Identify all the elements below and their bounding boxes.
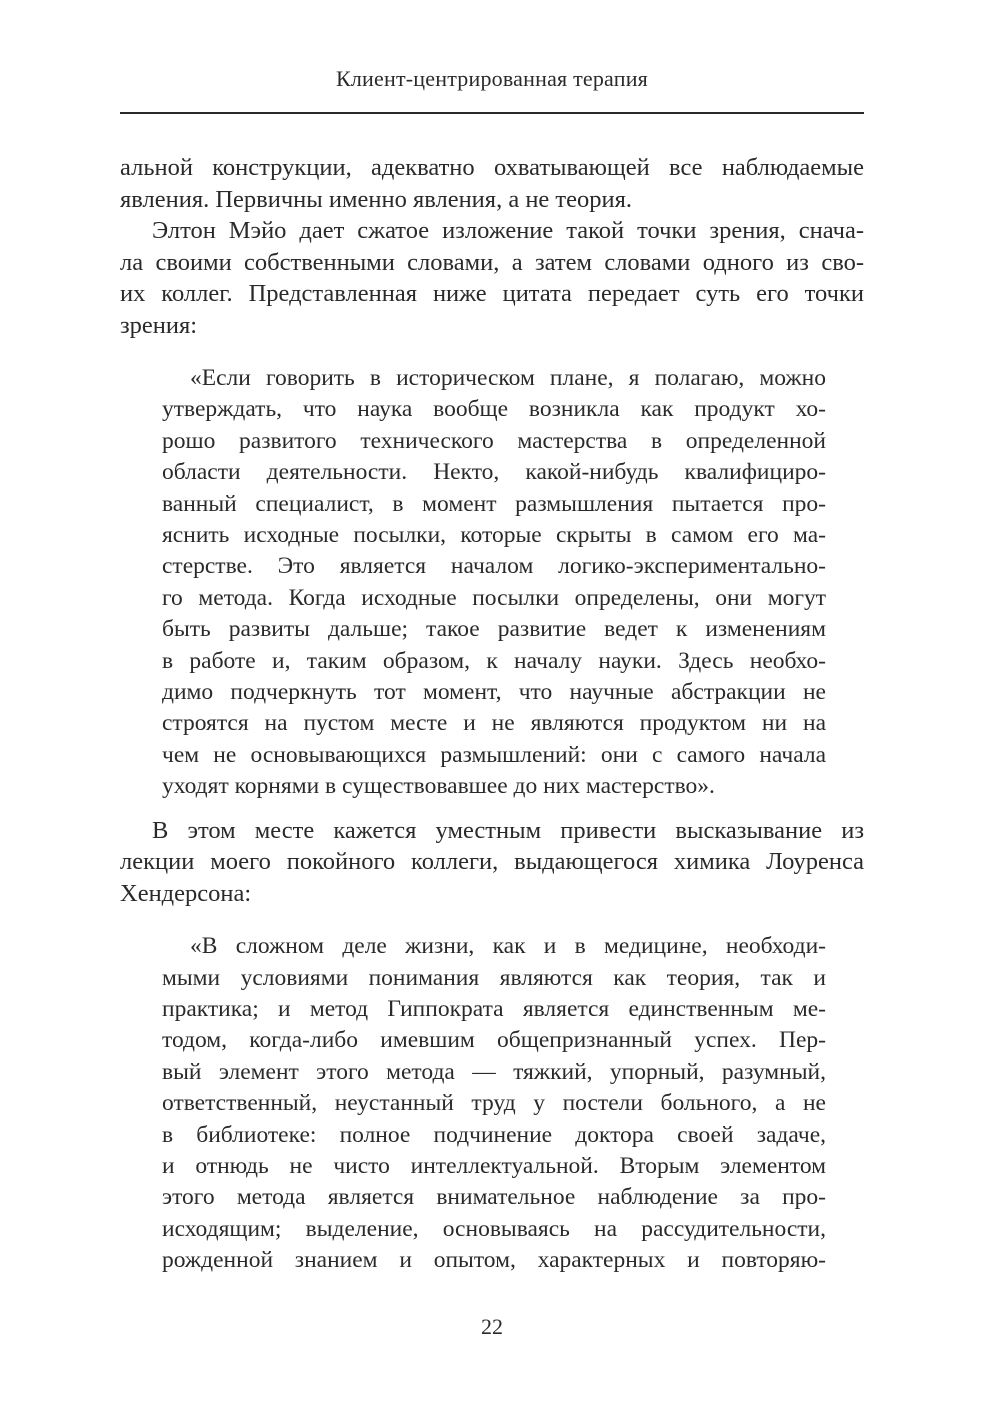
text-line: лекции моего покойного коллеги, выдающегося химика Лоуренса bbox=[120, 848, 864, 876]
quote-line: яснить исходные посылки, которые скрыты в самом его ма- bbox=[162, 522, 826, 549]
quote-line: мыми условиями понимания являются как теория, так и bbox=[162, 964, 826, 991]
quote-line: чем не основывающихся размышлений: они с самого начала bbox=[162, 741, 826, 768]
quote-line: димо подчеркнуть тот момент, что научные абстракции не bbox=[162, 679, 826, 706]
quote-line: рошо развитого технического мастерства в определенной bbox=[162, 427, 826, 454]
quote-line: практика; и метод Гиппократа является единственным ме- bbox=[162, 996, 826, 1022]
quote-line: исходящим; выделение, основываясь на рассудительности, bbox=[162, 1215, 826, 1242]
quote-line: рожденной знанием и опытом, характерных и повторяю- bbox=[162, 1247, 826, 1274]
paragraph-continued bbox=[120, 152, 864, 215]
quote-line: в библиотеке: полное подчинение доктора своей задаче, bbox=[162, 1121, 826, 1148]
quote-line: вый элемент этого метода — тяжкий, упорный, разумный, bbox=[162, 1058, 826, 1085]
quote-line: этого метода является внимательное наблюдение за про- bbox=[162, 1184, 826, 1211]
text-line: их коллег. Представленная ниже цитата передает суть его точки bbox=[120, 280, 864, 307]
quote-line: стерстве. Это является началом логико-экспериментально- bbox=[162, 553, 826, 580]
quote-line: «Если говорить в историческом плане, я полагаю, можно bbox=[190, 365, 826, 391]
quote-line: быть развиты дальше; такое развитие ведет к изменениям bbox=[162, 616, 826, 643]
text-line: альной конструкции, адекватно охватывающей все наблюдаемые bbox=[120, 154, 864, 181]
block-quote-mayo bbox=[162, 363, 826, 803]
quote-line: утверждать, что наука вообще возникла как продукт хо- bbox=[162, 396, 826, 423]
quote-line: ответственный, неустанный труд у постели больного, а не bbox=[162, 1090, 826, 1117]
block-quote-henderson bbox=[162, 931, 826, 1276]
quote-line: строятся на пустом месте и не являются продуктом ни на bbox=[162, 710, 826, 737]
running-head: Клиент-центрированная терапия bbox=[336, 66, 648, 91]
page-number: 22 bbox=[481, 1314, 503, 1339]
quote-line: «В сложном деле жизни, как и в медицине, необходи- bbox=[190, 933, 826, 960]
quote-line: области деятельности. Некто, какой-нибудь квалифициро- bbox=[162, 459, 826, 486]
quote-line: в работе и, таким образом, к началу науки. Здесь необхо- bbox=[162, 647, 826, 674]
quote-line: и отнюдь не чисто интеллектуальной. Вторым элементом bbox=[162, 1153, 826, 1180]
text-line: зрения: bbox=[120, 311, 198, 339]
text-line: Элтон Мэйо дает сжатое изложение такой точки зрения, снача- bbox=[152, 217, 864, 244]
text-line: ла своими собственными словами, а затем словами одного из сво- bbox=[120, 248, 864, 276]
quote-line: уходят корнями в существовавшее до них мастерство». bbox=[162, 773, 715, 800]
paragraph-henderson-intro bbox=[120, 815, 864, 910]
quote-line: тодом, когда-либо имевшим общепризнанный успех. Пер- bbox=[162, 1027, 826, 1054]
header-rule bbox=[120, 112, 864, 114]
quote-line: ванный специалист, в момент размышления пытается про- bbox=[162, 490, 826, 517]
text-line: явления. Первичны именно явления, а не теория. bbox=[120, 185, 633, 213]
paragraph-mayo bbox=[120, 215, 864, 341]
quote-line: го метода. Когда исходные посылки определены, они могут bbox=[162, 584, 826, 611]
page-body bbox=[120, 152, 864, 1277]
text-line: Хендерсона: bbox=[120, 879, 252, 907]
text-line: В этом месте кажется уместным привести высказывание из bbox=[152, 816, 864, 844]
